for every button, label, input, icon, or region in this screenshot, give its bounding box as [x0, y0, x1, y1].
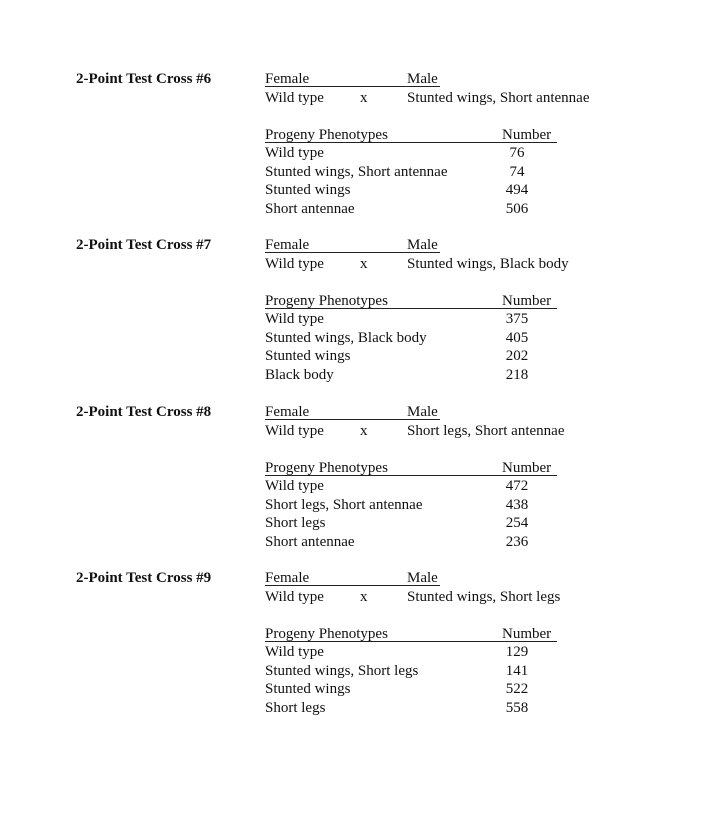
number-header: Number — [502, 626, 552, 642]
progeny-row — [265, 680, 565, 698]
progeny-row — [265, 699, 565, 717]
progeny-row — [265, 181, 565, 199]
phenotype: Stunted wings — [265, 182, 351, 198]
female-genotype: Wild type — [265, 589, 324, 605]
progeny-underline — [265, 308, 557, 309]
female-label: Female — [265, 71, 310, 87]
parents-underline — [265, 419, 440, 420]
count: 141 — [505, 663, 529, 679]
progeny-row — [265, 347, 565, 365]
female-label: Female — [265, 570, 310, 586]
parents-underline — [265, 86, 440, 87]
count: 375 — [505, 311, 529, 327]
count: 472 — [505, 478, 529, 494]
phenotype: Wild type — [265, 478, 324, 494]
phenotype: Stunted wings, Black body — [265, 330, 427, 346]
count: 522 — [505, 681, 529, 697]
phenotype: Stunted wings, Short legs — [265, 663, 419, 679]
count: 506 — [505, 201, 529, 217]
progeny-underline — [265, 475, 557, 476]
cross-title: 2-Point Test Cross #7 — [76, 237, 212, 253]
test-cross-9 — [0, 569, 708, 719]
male-genotype: Stunted wings, Black body — [407, 256, 569, 272]
progeny-header: Progeny Phenotypes — [265, 293, 388, 309]
phenotype: Short antennae — [265, 534, 355, 550]
progeny-row — [265, 144, 565, 162]
female-genotype: Wild type — [265, 256, 324, 272]
count: 558 — [505, 700, 529, 716]
progeny-row — [265, 310, 565, 328]
cross-title: 2-Point Test Cross #8 — [76, 404, 212, 420]
count: 254 — [505, 515, 529, 531]
parents-underline — [265, 585, 440, 586]
progeny-header: Progeny Phenotypes — [265, 127, 388, 143]
progeny-row — [265, 662, 565, 680]
count: 438 — [505, 497, 529, 513]
phenotype: Short antennae — [265, 201, 355, 217]
cross-title: 2-Point Test Cross #9 — [76, 570, 212, 586]
progeny-row — [265, 514, 565, 532]
cross-symbol: x — [360, 423, 368, 439]
cross-title: 2-Point Test Cross #6 — [76, 71, 212, 87]
count: 129 — [505, 644, 529, 660]
male-label: Male — [407, 237, 438, 253]
male-label: Male — [407, 404, 438, 420]
count: 405 — [505, 330, 529, 346]
test-cross-7 — [0, 236, 708, 386]
phenotype: Black body — [265, 367, 334, 383]
cross-symbol: x — [360, 256, 368, 272]
phenotype: Stunted wings — [265, 348, 351, 364]
count: 76 — [509, 145, 525, 161]
phenotype: Wild type — [265, 145, 324, 161]
test-cross-6 — [0, 70, 708, 220]
number-header: Number — [502, 127, 552, 143]
number-header: Number — [502, 460, 552, 476]
phenotype: Wild type — [265, 644, 324, 660]
progeny-row — [265, 533, 565, 551]
male-genotype: Stunted wings, Short legs — [407, 589, 561, 605]
count: 218 — [505, 367, 529, 383]
parents-underline — [265, 252, 440, 253]
progeny-row — [265, 329, 565, 347]
count: 494 — [505, 182, 529, 198]
phenotype: Wild type — [265, 311, 324, 327]
count: 236 — [505, 534, 529, 550]
progeny-header: Progeny Phenotypes — [265, 626, 388, 642]
count: 202 — [505, 348, 529, 364]
male-genotype: Stunted wings, Short antennae — [407, 90, 590, 106]
progeny-header: Progeny Phenotypes — [265, 460, 388, 476]
progeny-underline — [265, 641, 557, 642]
progeny-row — [265, 477, 565, 495]
cross-symbol: x — [360, 589, 368, 605]
cross-symbol: x — [360, 90, 368, 106]
phenotype: Stunted wings — [265, 681, 351, 697]
male-genotype: Short legs, Short antennae — [407, 423, 565, 439]
male-label: Male — [407, 570, 438, 586]
count: 74 — [509, 164, 525, 180]
female-label: Female — [265, 404, 310, 420]
progeny-row — [265, 496, 565, 514]
phenotype: Short legs — [265, 515, 326, 531]
progeny-underline — [265, 142, 557, 143]
phenotype: Short legs — [265, 700, 326, 716]
female-genotype: Wild type — [265, 90, 324, 106]
progeny-row — [265, 643, 565, 661]
progeny-row — [265, 366, 565, 384]
female-genotype: Wild type — [265, 423, 324, 439]
test-cross-8 — [0, 403, 708, 553]
progeny-row — [265, 163, 565, 181]
phenotype: Stunted wings, Short antennae — [265, 164, 448, 180]
phenotype: Short legs, Short antennae — [265, 497, 423, 513]
male-label: Male — [407, 71, 438, 87]
number-header: Number — [502, 293, 552, 309]
progeny-row — [265, 200, 565, 218]
female-label: Female — [265, 237, 310, 253]
